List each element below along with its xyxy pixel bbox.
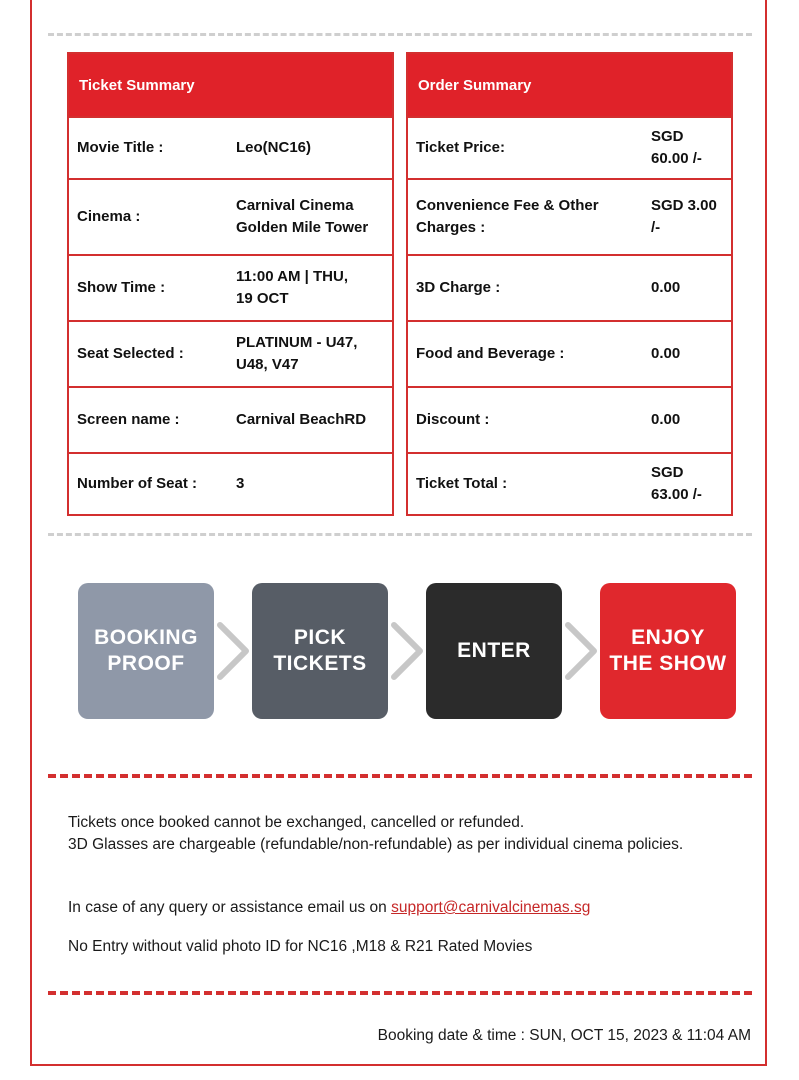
- divider-red-bottom: [48, 991, 752, 995]
- chevron-right-icon: [562, 621, 602, 681]
- no-refund-notice: Tickets once booked cannot be exchanged, cancelled or refunded.: [68, 814, 525, 831]
- ticket-total-value: SGD 63.00 /-: [643, 453, 732, 515]
- convenience-fee-value: SGD 3.00 /-: [643, 179, 732, 255]
- table-row: [68, 255, 393, 321]
- entry-steps: [78, 583, 738, 721]
- chevron-right-icon: [214, 621, 254, 681]
- movie-title-value: Leo(NC16): [228, 117, 393, 179]
- discount-label: Discount :: [407, 387, 643, 453]
- table-row: [407, 453, 732, 515]
- table-row: [407, 117, 732, 179]
- ticket-total-label: Ticket Total :: [407, 453, 643, 515]
- 3d-charge-label: 3D Charge :: [407, 255, 643, 321]
- table-row: [407, 179, 732, 255]
- 3d-glasses-notice: 3D Glasses are chargeable (refundable/non-refundable) as per individual cinema policies.: [68, 836, 684, 853]
- food-beverage-value: 0.00: [643, 321, 732, 387]
- chevron-right-icon: [388, 621, 428, 681]
- cinema-value: Carnival Cinema Golden Mile Tower: [228, 179, 393, 255]
- divider-middle: [48, 533, 752, 536]
- movie-title-label: Movie Title :: [68, 117, 228, 179]
- order-summary-table: [406, 52, 733, 516]
- ticket-price-label: Ticket Price:: [407, 117, 643, 179]
- table-row: [407, 387, 732, 453]
- number-of-seat-label: Number of Seat :: [68, 453, 228, 515]
- query-text: In case of any query or assistance email us on: [68, 899, 392, 916]
- step-enter: ENTER: [426, 583, 562, 719]
- booking-date-time: Booking date & time : SUN, OCT 15, 2023 & 11:04 AM: [377, 1027, 751, 1044]
- support-email-link[interactable]: support@carnivalcinemas.sg: [391, 899, 591, 916]
- show-time-label: Show Time :: [68, 255, 228, 321]
- divider-top: [48, 33, 752, 36]
- table-row: [68, 117, 393, 179]
- ticket-price-value: SGD 60.00 /-: [643, 117, 732, 179]
- seat-selected-value: PLATINUM - U47, U48, V47: [228, 321, 393, 387]
- policy-text: [68, 812, 748, 856]
- table-row: [68, 453, 393, 515]
- food-beverage-label: Food and Beverage :: [407, 321, 643, 387]
- table-row: [407, 321, 732, 387]
- step-pick-tickets: PICK TICKETS: [252, 583, 388, 719]
- step-booking-proof: BOOKING PROOF: [78, 583, 214, 719]
- ticket-summary-table: [67, 52, 394, 516]
- table-row: [68, 179, 393, 255]
- convenience-fee-label: Convenience Fee & Other Charges :: [407, 179, 643, 255]
- query-line: [68, 897, 748, 919]
- divider-red-top: [48, 774, 752, 778]
- seat-selected-label: Seat Selected :: [68, 321, 228, 387]
- table-row: [407, 255, 732, 321]
- order-summary-header: Order Summary: [407, 53, 732, 117]
- screen-name-value: Carnival BeachRD: [228, 387, 393, 453]
- cinema-label: Cinema :: [68, 179, 228, 255]
- step-enjoy-the-show: ENJOY THE SHOW: [600, 583, 736, 719]
- table-row: [68, 321, 393, 387]
- ticket-summary-header: Ticket Summary: [68, 53, 393, 117]
- discount-value: 0.00: [643, 387, 732, 453]
- number-of-seat-value: 3: [228, 453, 393, 515]
- show-time-value: 11:00 AM | THU, 19 OCT: [228, 255, 393, 321]
- table-row: [68, 387, 393, 453]
- 3d-charge-value: 0.00: [643, 255, 732, 321]
- id-notice: No Entry without valid photo ID for NC16 ,M18 & R21 Rated Movies: [68, 938, 533, 955]
- screen-name-label: Screen name :: [68, 387, 228, 453]
